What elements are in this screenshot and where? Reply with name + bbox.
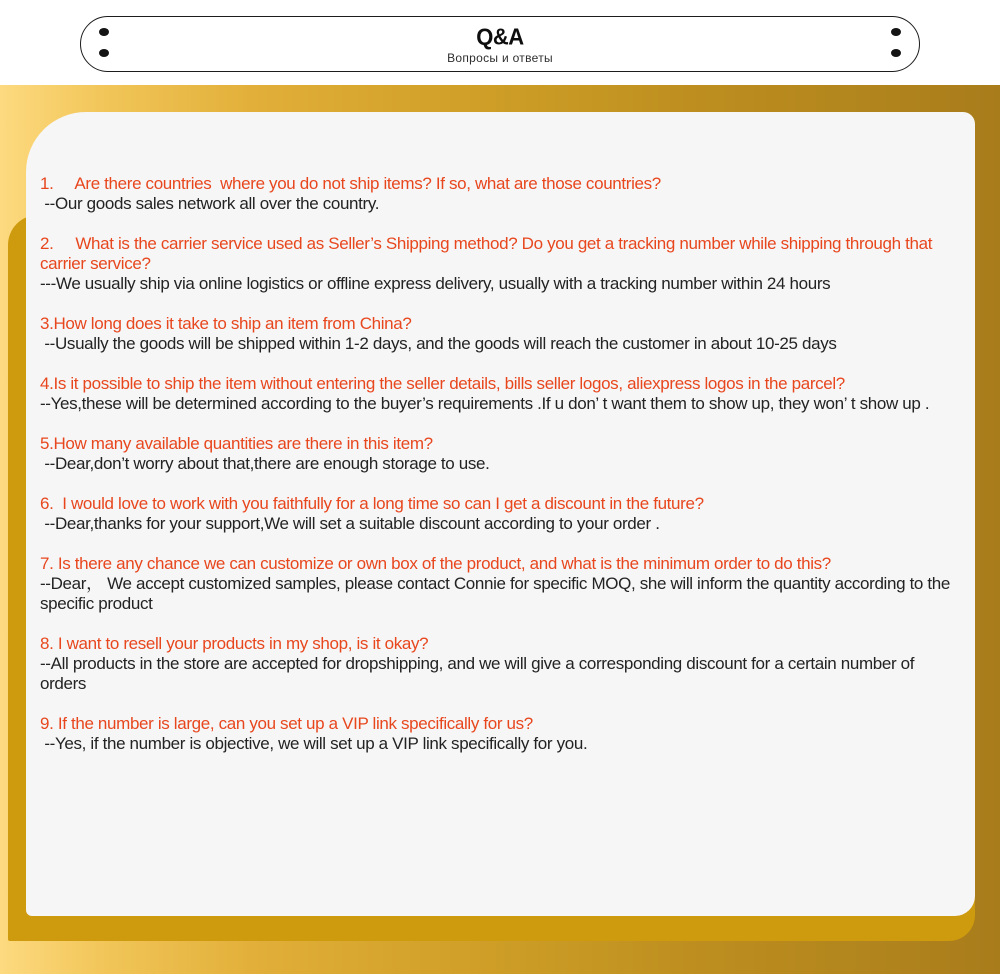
answer-text: --Usually the goods will be shipped within 1-2 days, and the goods will reach the customer in about 10-25 days [40, 334, 837, 353]
header-band [0, 0, 1000, 85]
qa-block [40, 374, 955, 414]
qa-block [40, 494, 955, 534]
content-card [26, 112, 975, 916]
answer-text: --Our goods sales network all over the country. [40, 194, 380, 213]
question-text: 5.How many available quantities are there in this item? [40, 434, 433, 453]
qa-block [40, 634, 955, 694]
qa-block [40, 234, 955, 294]
qa-list [40, 174, 955, 754]
answer-text: --Yes,these will be determined according to the buyer’s requirements .If u don’ t want them to show up, they won’ t show up . [40, 394, 930, 413]
question-text: 6. I would love to work with you faithfully for a long time so can I get a discount in the future? [40, 494, 704, 513]
answer-text: ---We usually ship via online logistics or offline express delivery, usually with a tracking number within 24 hours [40, 274, 831, 293]
golden-background [0, 85, 1000, 974]
question-text: 1. Are there countries where you do not ship items? If so, what are those countries? [40, 174, 661, 193]
answer-text: --All products in the store are accepted for dropshipping, and we will give a corresponding discount for a certain number of orders [40, 654, 919, 693]
answer-text: --Dear， We accept customized samples, please contact Connie for specific MOQ, she will inform the quantity according to the specific product [40, 574, 955, 613]
question-text: 4.Is it possible to ship the item without entering the seller details, bills seller logos, aliexpress logos in the parcel? [40, 374, 845, 393]
qa-block [40, 434, 955, 474]
question-text: 2. What is the carrier service used as Seller’s Shipping method? Do you get a tracking number while shipping through that carrier service? [40, 234, 937, 273]
question-text: 8. I want to resell your products in my shop, is it okay? [40, 634, 429, 653]
answer-text: --Dear,thanks for your support,We will set a suitable discount according to your order . [40, 514, 660, 533]
answer-text: --Yes, if the number is objective, we will set up a VIP link specifically for you. [40, 734, 588, 753]
header-pill [80, 16, 920, 72]
qa-block [40, 174, 955, 214]
qa-block [40, 314, 955, 354]
question-text: 3.How long does it take to ship an item from China? [40, 314, 412, 333]
answer-text: --Dear,don’t worry about that,there are enough storage to use. [40, 454, 490, 473]
page-subtitle: Вопросы и ответы [447, 51, 553, 65]
qa-block [40, 554, 955, 614]
qa-block [40, 714, 955, 754]
question-text: 9. If the number is large, can you set up a VIP link specifically for us? [40, 714, 533, 733]
page-title: Q&A [476, 23, 524, 50]
question-text: 7. Is there any chance we can customize or own box of the product, and what is the minimum order to do this? [40, 554, 831, 573]
